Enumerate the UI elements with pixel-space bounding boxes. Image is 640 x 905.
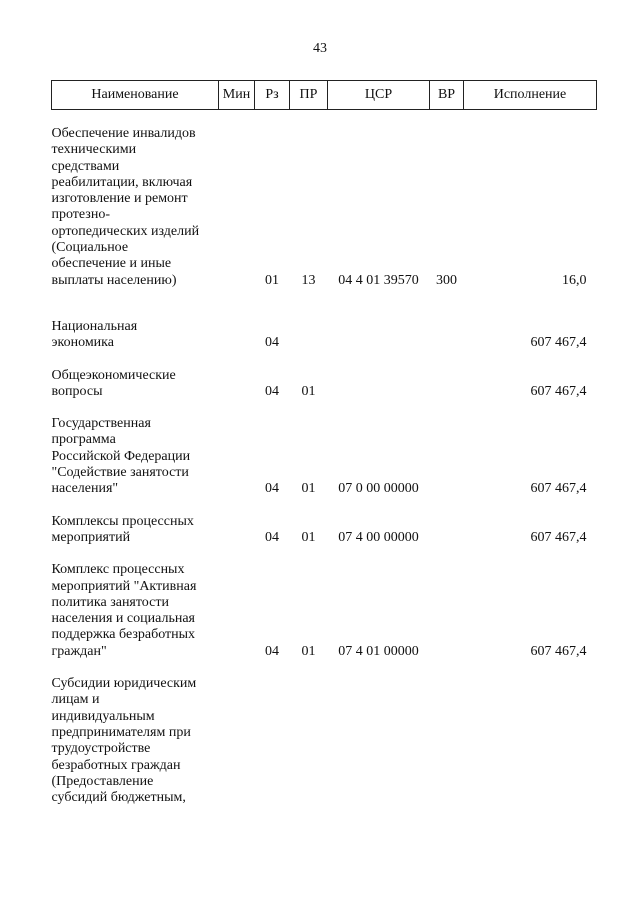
table-row [52, 562, 597, 660]
row-rz: 04 [265, 335, 279, 351]
table-row [52, 514, 597, 547]
row-min [219, 368, 255, 401]
column-header-min: Мин [219, 81, 255, 110]
row-vr [430, 676, 464, 806]
row-rz: 01 [265, 272, 279, 288]
row-vr [430, 319, 464, 352]
table-row [52, 126, 597, 289]
row-amount [464, 676, 597, 806]
row-name-text: Субсидии юридическим лицам и индивидуальным предпринимателям при трудоустройстве безработных граждан (Предоставление субсидий бюджетным, [51, 676, 197, 806]
column-header-vr: ВР [430, 81, 464, 110]
row-pr: 01 [301, 481, 316, 497]
row-min [219, 126, 255, 289]
column-header-pr: ПР [290, 81, 328, 110]
row-rz: 04 [265, 481, 279, 497]
row-min [219, 562, 255, 660]
row-name [52, 319, 219, 352]
row-csr: 07 4 00 00000 [338, 529, 419, 545]
row-min [219, 676, 255, 806]
row-vr [430, 416, 464, 497]
row-rz: 04 [265, 383, 279, 399]
row-name [52, 676, 219, 806]
row-name [52, 514, 219, 547]
row-name [52, 416, 219, 497]
row-name-text: Общеэкономические вопросы [51, 367, 176, 399]
row-min [219, 514, 255, 547]
row-csr [328, 319, 430, 352]
row-amount: 607 467,4 [530, 643, 587, 659]
row-pr [290, 676, 328, 806]
row-pr: 01 [301, 643, 316, 659]
row-name [52, 368, 219, 401]
budget-table [51, 80, 597, 806]
row-min [219, 416, 255, 497]
row-name-text: Обеспечение инвалидов техническими средствами реабилитации, включая изготовление и ремонт протезно- ортопедических изделий (Социальное обеспечение и иные выплаты населению) [51, 126, 200, 288]
row-vr [430, 514, 464, 547]
row-pr: 13 [301, 272, 316, 288]
row-csr [328, 676, 430, 806]
row-name-text: Государственная программа Российской Федерации "Содействие занятости населения" [51, 416, 191, 497]
row-name-text: Комплексы процессных мероприятий [51, 513, 194, 545]
row-vr [430, 562, 464, 660]
row-amount: 16,0 [562, 272, 587, 288]
row-pr [290, 319, 328, 352]
table-row [52, 319, 597, 352]
row-csr: 07 4 01 00000 [338, 643, 419, 659]
table-row [52, 416, 597, 497]
row-name-text: Национальная экономика [51, 318, 138, 351]
column-header-name: Наименование [52, 81, 219, 110]
row-amount: 607 467,4 [530, 383, 587, 399]
row-name-text: Комплекс процессных мероприятий "Активная политика занятости населения и социальная поддержка безработных граждан" [51, 562, 197, 659]
row-csr [328, 368, 430, 401]
column-header-rz: Рз [255, 81, 290, 110]
row-csr: 07 0 00 00000 [338, 481, 419, 497]
row-amount: 607 467,4 [530, 481, 587, 497]
row-name [52, 126, 219, 289]
row-pr: 01 [301, 383, 316, 399]
page-number: 43 [313, 41, 327, 56]
row-min [219, 319, 255, 352]
row-rz: 04 [265, 643, 279, 659]
row-amount: 607 467,4 [530, 335, 587, 351]
row-vr: 300 [436, 272, 457, 288]
row-pr: 01 [301, 529, 316, 545]
row-csr: 04 4 01 39570 [338, 272, 419, 288]
table-row [52, 368, 597, 401]
row-rz [255, 676, 290, 806]
table-body [52, 110, 597, 807]
table-row [52, 676, 597, 806]
column-header-amount: Исполнение [464, 81, 597, 110]
column-header-csr: ЦСР [328, 81, 430, 110]
row-name [52, 562, 219, 660]
table-header [52, 81, 597, 110]
row-vr [430, 368, 464, 401]
row-rz: 04 [265, 529, 279, 545]
row-amount: 607 467,4 [530, 529, 587, 545]
